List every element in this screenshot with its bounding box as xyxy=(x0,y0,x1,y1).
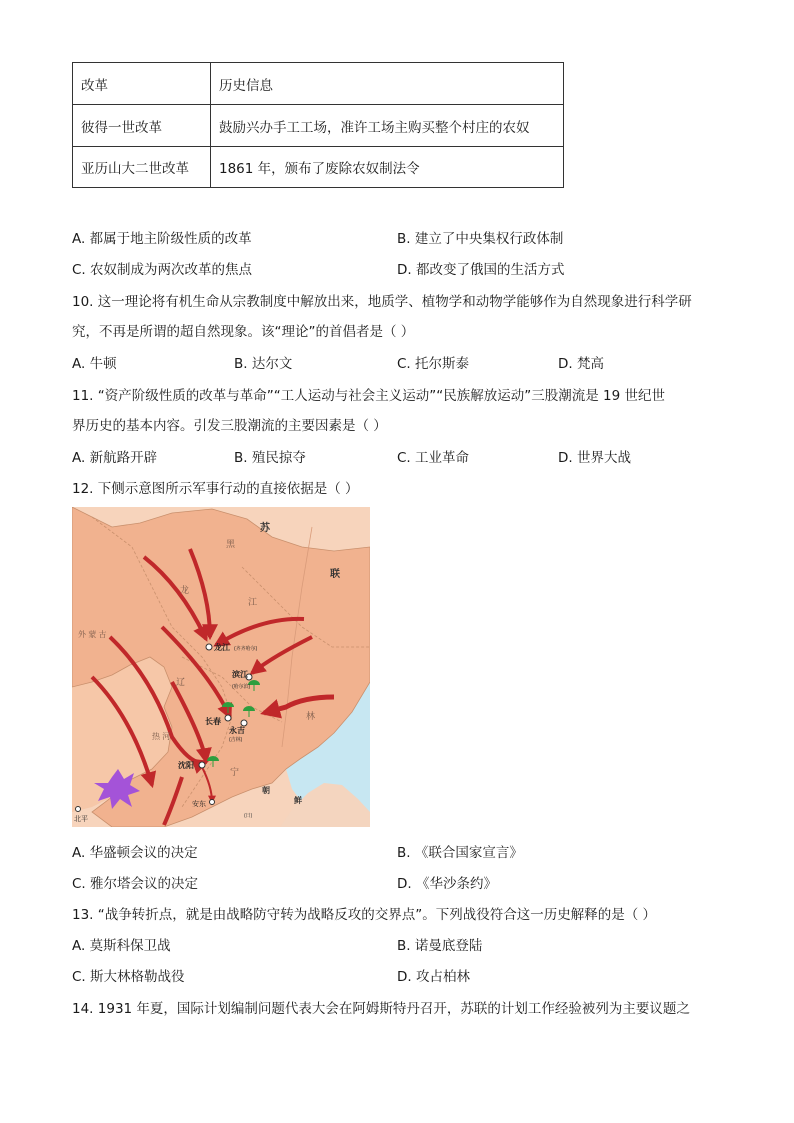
option-c: C. 农奴制成为两次改革的焦点 xyxy=(72,262,253,278)
map-label: 宁 xyxy=(230,767,240,777)
table-header-cell: 历史信息 xyxy=(211,63,564,105)
table-row xyxy=(73,147,564,188)
city-marker xyxy=(210,800,215,805)
option-a: A. 都属于地主阶级性质的改革 xyxy=(72,231,252,247)
table-row xyxy=(73,105,564,147)
map-label: 辽 xyxy=(176,677,186,687)
city-label: 长春 xyxy=(205,717,221,726)
option-a: A. 牛顿 xyxy=(72,356,117,372)
option-a: A. 华盛顿会议的决定 xyxy=(72,845,198,861)
map-label: 江 xyxy=(248,597,258,607)
option-d: D. 梵高 xyxy=(558,356,604,372)
option-c: C. 雅尔塔会议的决定 xyxy=(72,876,199,892)
map-label: 林 xyxy=(306,711,316,721)
city-marker xyxy=(76,807,81,812)
table-cell: 亚历山大二世改革 xyxy=(73,147,211,188)
question-stem: 13. “战争转折点，就是由战略防守转为战略反攻的交界点”。下列战役符合这一历史解释的是（ ） xyxy=(72,907,657,923)
option-c: C. 斯大林格勒战役 xyxy=(72,969,185,985)
option-d: D. 攻占柏林 xyxy=(397,969,470,985)
question-stem: 11. “资产阶级性质的改革与革命”“工人运动与社会主义运动”“民族解放运动”三股潮流是 19 世纪世 xyxy=(72,388,665,404)
city-label: 永吉 xyxy=(229,726,245,735)
question-stem: 究，不再是所谓的超自然现象。该“理论”的首倡者是（ ） xyxy=(72,324,415,340)
city-marker xyxy=(199,762,205,768)
city-label: 龙江 xyxy=(214,643,230,652)
city-label-sub: (齐齐哈尔) xyxy=(234,646,258,652)
option-d: D. 《华沙条约》 xyxy=(397,876,497,892)
map-label: 外 蒙 古 xyxy=(78,630,107,639)
table-cell: 鼓励兴办手工工场，准许工场主购买整个村庄的农奴 xyxy=(211,105,564,147)
city-label: 北平 xyxy=(74,816,88,823)
reform-table xyxy=(72,62,564,188)
map-label: 朝 xyxy=(262,786,270,795)
military-map xyxy=(72,507,370,827)
city-label: 沈阳 xyxy=(178,761,194,770)
city-label: 滨江 xyxy=(232,670,248,679)
option-b: B. 建立了中央集权行政体制 xyxy=(397,231,564,247)
option-b: B. 达尔文 xyxy=(234,356,293,372)
city-marker xyxy=(225,715,231,721)
option-d: D. 世界大战 xyxy=(558,450,631,466)
question-stem: 12. 下侧示意图所示军事行动的直接依据是（ ） xyxy=(72,481,359,497)
city-label: 安东 xyxy=(192,801,206,808)
option-c: C. 工业革命 xyxy=(397,450,470,466)
map-label: 鲜 xyxy=(294,796,302,805)
option-b: B. 《联合国家宣言》 xyxy=(397,845,523,861)
option-a: A. 莫斯科保卫战 xyxy=(72,938,171,954)
map-label: 热 河 xyxy=(152,732,171,741)
table-cell: 彼得一世改革 xyxy=(73,105,211,147)
map-label: 苏 xyxy=(260,523,270,534)
table-header-cell: 改革 xyxy=(73,63,211,105)
question-stem: 10. 这一理论将有机生命从宗教制度中解放出来，地质学、植物学和动物学能够作为自然现象进行科学研 xyxy=(72,294,692,310)
option-c: C. 托尔斯泰 xyxy=(397,356,470,372)
option-d: D. 都改变了俄国的生活方式 xyxy=(397,262,565,278)
map-label: (日) xyxy=(244,813,253,819)
question-stem: 14. 1931 年夏，国际计划编制问题代表大会在阿姆斯特丹召开，苏联的计划工作经验被列为主要议题之 xyxy=(72,1001,690,1017)
option-b: B. 殖民掠夺 xyxy=(234,450,306,466)
option-a: A. 新航路开辟 xyxy=(72,450,158,466)
map-label: 龙 xyxy=(180,585,190,595)
question-stem: 界历史的基本内容。引发三股潮流的主要因素是（ ） xyxy=(72,418,387,434)
city-label-sub: (吉林) xyxy=(229,737,243,743)
option-b: B. 诺曼底登陆 xyxy=(397,938,483,954)
table-cell: 1861 年，颁布了废除农奴制法令 xyxy=(211,147,564,188)
map-label: 黑 xyxy=(226,539,236,549)
city-marker xyxy=(206,644,212,650)
city-label-sub: (哈尔滨) xyxy=(232,684,251,690)
map-label: 联 xyxy=(330,569,340,580)
